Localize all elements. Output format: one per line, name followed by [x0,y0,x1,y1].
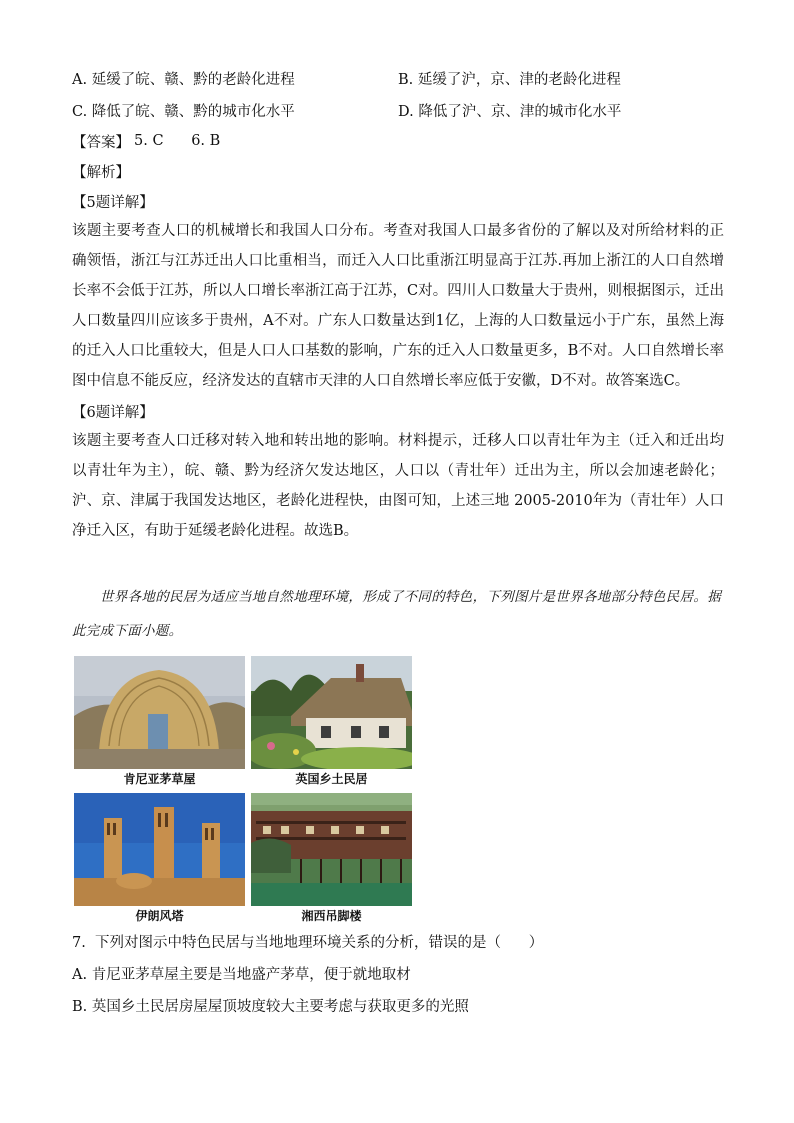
q6-body: 该题主要考查人口迁移对转入地和转出地的影响。材料提示，迁移人口以青壮年为主（迁入和迁出均以青壮年为主），皖、赣、黔为经济欠发达地区，人口以（青壮年）迁出为主，所以会加速老龄化；沪、京、津属于我国发达地区，老龄化进程快，由图可知，上述三地 2005-2010年为（青壮年）人口净迁入区，有助于延缓老龄化进程。故选B。 [72,433,724,539]
option-c: C. 降低了皖、赣、黔的城市化水平 [72,103,295,120]
figure-cell-england [251,656,412,789]
q7-option-a: A. 肯尼亚茅草屋主要是当地盛产茅草，便于就地取材 [72,967,411,983]
kenya-caption: 肯尼亚茅草屋 [123,772,196,786]
options-row-2 [72,94,724,126]
figure-cell-kenya [74,656,245,789]
answer-line [72,126,724,156]
xiangxi-caption: 湘西吊脚楼 [301,909,362,923]
option-a: A. 延缓了皖、赣、黔的老龄化进程 [72,71,295,88]
q5-body: 该题主要考查人口的机械增长和我国人口分布。考查对我国人口最多省份的了解以及对所给材料的正确领悟，浙江与江苏迁出人口比重相当，而迁入人口比重浙江明显高于江苏.再加上浙江的人口自然增长率不会低于江苏，所以人口增长率浙江高于江苏，C对。四川人口数量大于贵州，则根据图示，迁出人口数量四川应该多于贵州，A不对。广东人口数量达到1亿，上海的人口数量远小于广东，虽然上海的迁入人口比重较大，但是人口人口基数的影响，广东的迁入人口数量更多，B不对。人口自然增长率图中信息不能反应，经济发达的直辖市天津的人口自然增长率应低于安徽，D不对。故答案选C。 [72,223,724,389]
answer-value: 5. C 6. B [134,133,221,149]
figure-cell-iran [74,793,245,926]
iran-windcatcher-image [74,793,245,906]
iran-caption: 伊朗风塔 [135,909,184,923]
q5-heading: 【5题详解】 [72,194,154,211]
analysis-title: 【解析】 [72,164,130,181]
material-intro-text: 世界各地的民居为适应当地自然地理环境，形成了不同的特色，下列图片是世界各地部分特色民居。据此完成下面小题。 [72,589,721,639]
material-intro [72,580,724,648]
q7-stem: 7. 下列对图示中特色民居与当地地理环境关系的分析，错误的是（ ） [72,935,544,951]
xiangxi-stilt-house-image [251,793,412,906]
kenya-hut-image [74,656,245,769]
dwellings-figure [74,656,724,926]
q6-heading: 【6题详解】 [72,404,154,421]
figure-cell-xiangxi [251,793,412,926]
q7-option-b: B. 英国乡土民居房屋屋顶坡度较大主要考虑与获取更多的光照 [72,999,469,1015]
answer-tag: 【答案】 [72,134,130,151]
england-cottage-image [251,656,412,769]
options-row-1 [72,62,724,94]
document-page [72,62,724,1022]
england-caption: 英国乡土民居 [295,772,368,786]
option-d: D. 降低了沪、京、津的城市化水平 [398,103,622,120]
option-b: B. 延缓了沪，京、津的老龄化进程 [398,71,621,88]
